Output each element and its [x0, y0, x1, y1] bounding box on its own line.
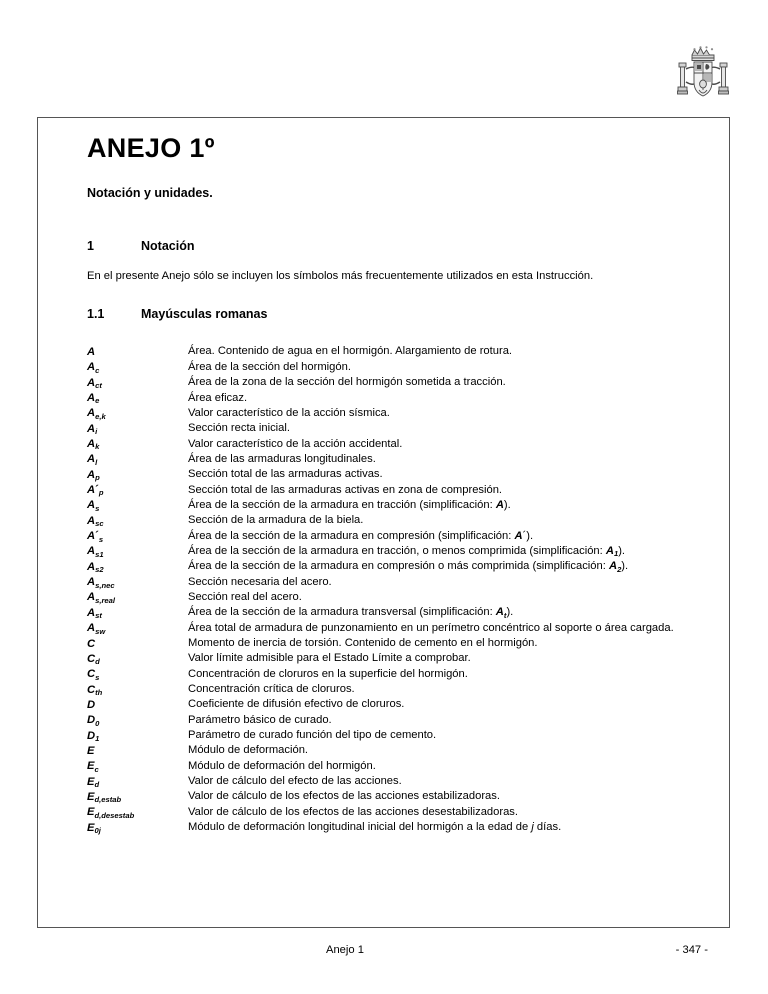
- symbol-row: [87, 682, 703, 697]
- symbol-description: Sección recta inicial.: [188, 422, 290, 435]
- symbol-row: [87, 621, 703, 636]
- symbol-notation: $A_{e,k}$: [87, 407, 106, 421]
- symbol-row: [87, 590, 703, 605]
- symbol-notation: $A_s$: [87, 499, 100, 513]
- symbol-row: [87, 575, 703, 590]
- page-content-frame: [37, 117, 730, 928]
- document-body: [87, 134, 703, 835]
- symbol-notation: $A_{st}$: [87, 606, 102, 621]
- symbol-description: Sección total de las armaduras activas en zona de compresión.: [188, 483, 503, 496]
- symbol-row: [87, 820, 703, 835]
- symbol-description: Valor límite admisible para el Estado Límite a comprobar.: [188, 652, 471, 665]
- symbol-description: Valor de cálculo de los efectos de las acciones desestabilizadoras.: [188, 805, 519, 818]
- symbol-notation: $A_p$: [87, 468, 100, 483]
- symbol-description: Área eficaz.: [188, 391, 248, 404]
- symbol-row: [87, 513, 703, 528]
- symbol-notation: E: [87, 744, 95, 757]
- symbol-notation: $A_l$: [87, 453, 98, 467]
- coat-of-arms-icon: [670, 42, 736, 104]
- symbol-row: [87, 421, 703, 436]
- symbol-notation: C: [87, 637, 96, 650]
- symbol-description: Área de la sección del hormigón.: [188, 360, 351, 373]
- symbol-row: [87, 774, 703, 789]
- symbol-row: [87, 651, 703, 666]
- section-label: Notación: [141, 238, 195, 253]
- symbol-description: Área de la sección de la armadura en compresión o más comprimida (simplificación: $A_2$).: [188, 560, 629, 574]
- symbol-notation: $A´_p$: [87, 484, 104, 498]
- symbol-row: [87, 605, 703, 620]
- symbol-description: Área total de armadura de punzonamiento en un perímetro concéntrico al soporte o área cargada.: [188, 621, 674, 634]
- symbol-description: Valor de cálculo del efecto de las acciones.: [188, 775, 402, 788]
- symbol-description: Área de la sección de la armadura en tracción (simplificación: A).: [188, 498, 511, 511]
- symbol-row: [87, 406, 703, 421]
- symbol-row: [87, 559, 703, 574]
- symbol-description: Parámetro de curado función del tipo de cemento.: [188, 729, 437, 742]
- symbol-row: [87, 789, 703, 804]
- section-number: 1.1: [87, 307, 105, 322]
- symbol-description: Concentración de cloruros en la superficie del hormigón.: [188, 667, 468, 680]
- symbol-row: [87, 360, 703, 375]
- symbol-notation: $A_{s,real}$: [87, 591, 115, 605]
- symbol-description: Momento de inercia de torsión. Contenido de cemento en el hormigón.: [188, 637, 538, 649]
- footer-label: Anejo 1: [326, 944, 364, 956]
- symbol-row: [87, 375, 703, 390]
- symbol-row: [87, 743, 703, 758]
- footer-page-number: - 347 -: [675, 944, 708, 956]
- symbol-description: Módulo de deformación.: [188, 744, 309, 757]
- symbol-description: Área de la sección de la armadura transversal (simplificación: $A_t$).: [188, 606, 514, 620]
- symbol-notation: $E_{d,desestab}$: [87, 806, 135, 820]
- symbol-notation: $A_{sw}$: [87, 622, 106, 636]
- symbol-description: Módulo de deformación longitudinal inicial del hormigón a la edad de j días.: [188, 821, 562, 834]
- symbol-notation: $D_1$: [87, 729, 100, 743]
- symbol-notation: $A_{s1}$: [87, 545, 104, 559]
- symbol-notation: A: [87, 345, 96, 358]
- symbol-description: Valor característico de la acción sísmica.: [188, 406, 390, 419]
- symbol-row: [87, 728, 703, 743]
- symbol-description: Área de las armaduras longitudinales.: [188, 452, 376, 465]
- symbol-row: [87, 498, 703, 513]
- symbol-description: Área de la sección de la armadura en tracción, o menos comprimida (simplificación: $A_1$).: [188, 544, 626, 559]
- symbol-row: [87, 636, 703, 651]
- symbol-row: [87, 759, 703, 774]
- symbol-description: Módulo de deformación del hormigón.: [188, 759, 376, 772]
- symbol-notation: $A_i$: [87, 422, 98, 437]
- symbol-description: Sección de la armadura de la biela.: [188, 514, 364, 527]
- symbol-row: [87, 713, 703, 728]
- symbol-notation: $A_k$: [87, 438, 100, 452]
- symbol-row: [87, 391, 703, 406]
- section-label: Mayúsculas romanas: [141, 307, 268, 322]
- intro-paragraph: En el presente Anejo sólo se incluyen los símbolos más frecuentemente utilizados en esta Instrucción.: [87, 269, 594, 282]
- symbol-description: Sección real del acero.: [188, 590, 302, 603]
- symbol-notation: $C_d$: [87, 652, 100, 667]
- symbol-notation: $C_{th}$: [87, 683, 103, 697]
- symbol-row: [87, 483, 703, 498]
- symbol-description: Área de la sección de la armadura en compresión (simplificación: A´).: [188, 529, 534, 542]
- symbol-row: [87, 437, 703, 452]
- symbol-description: Parámetro básico de curado.: [188, 713, 332, 726]
- symbol-notation: $E_{0j}$: [87, 821, 101, 836]
- symbol-description: Sección necesaria del acero.: [188, 575, 332, 588]
- symbol-notation: $A_{sc}$: [87, 514, 104, 529]
- symbol-description: Área. Contenido de agua en el hormigón. Alargamiento de rotura.: [188, 345, 513, 358]
- symbol-row: [87, 667, 703, 682]
- symbol-notation: $E_d$: [87, 775, 100, 790]
- page-footer: [37, 944, 730, 966]
- page-title: ANEJO 1º: [87, 133, 215, 163]
- symbol-row: [87, 544, 703, 559]
- symbol-row: [87, 452, 703, 467]
- symbol-row: [87, 697, 703, 712]
- symbol-description: Valor de cálculo de los efectos de las acciones estabilizadoras.: [188, 790, 500, 803]
- symbol-description: Área de la zona de la sección del hormigón sometida a tracción.: [188, 376, 506, 389]
- symbol-row: [87, 529, 703, 544]
- symbol-description: Concentración crítica de cloruros.: [188, 683, 355, 696]
- symbol-notation: $A´_s$: [87, 530, 104, 544]
- symbol-notation: D: [87, 698, 96, 711]
- symbol-definition-list: [87, 344, 703, 835]
- spanish-coat-of-arms-emblem: [670, 42, 736, 104]
- symbol-notation: $D_0$: [87, 714, 100, 728]
- symbol-notation: $A_e$: [87, 392, 100, 406]
- section-heading-1-1: [87, 307, 703, 322]
- symbol-notation: $A_{ct}$: [87, 376, 102, 391]
- symbol-description: Valor característico de la acción accidental.: [188, 437, 403, 450]
- section-number: 1: [87, 238, 94, 253]
- symbol-notation: $A_{s,nec}$: [87, 576, 115, 590]
- symbol-row: [87, 467, 703, 482]
- symbol-row: [87, 344, 703, 359]
- symbol-notation: $E_c$: [87, 760, 99, 774]
- symbol-notation: $A_{s2}$: [87, 560, 104, 575]
- page-subtitle: Notación y unidades.: [87, 185, 213, 200]
- symbol-description: Sección total de las armaduras activas.: [188, 468, 383, 481]
- symbol-notation: $A_c$: [87, 361, 100, 375]
- symbol-notation: $C_s$: [87, 668, 100, 682]
- symbol-notation: $E_{d,estab}$: [87, 790, 122, 805]
- symbol-row: [87, 805, 703, 820]
- section-heading-1: [87, 239, 703, 254]
- symbol-description: Coeficiente de difusión efectivo de cloruros.: [188, 698, 405, 711]
